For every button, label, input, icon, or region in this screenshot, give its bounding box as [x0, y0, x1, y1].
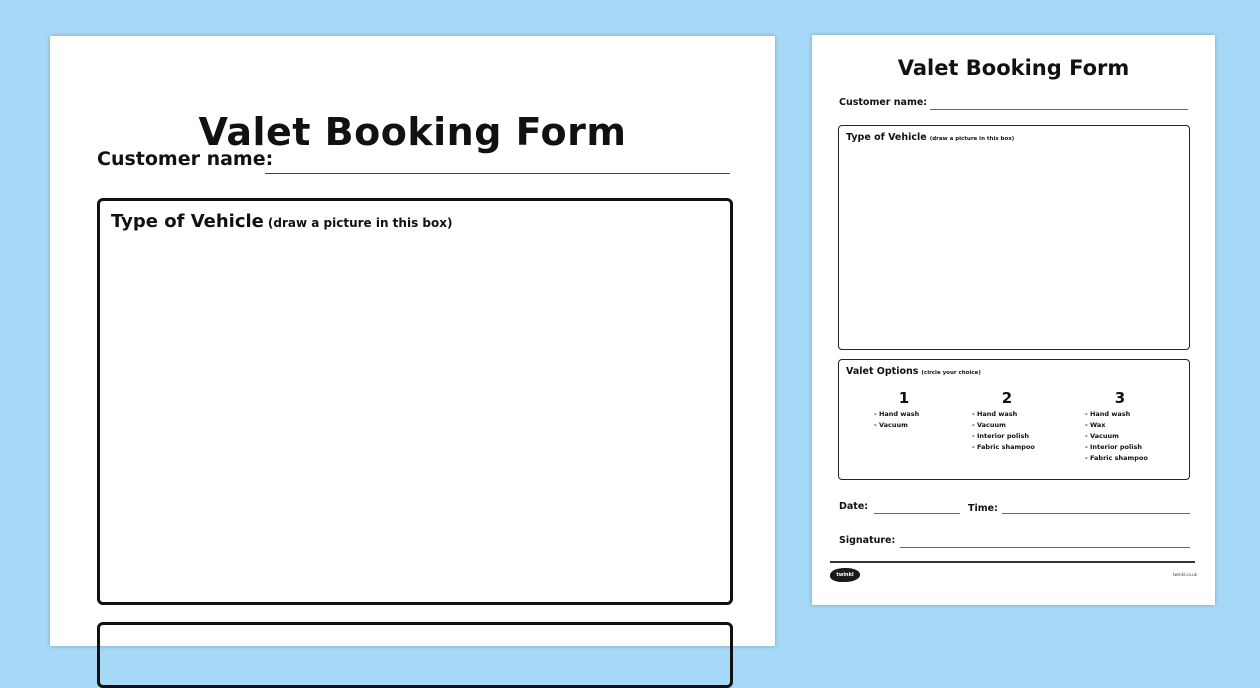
time-label: Time: — [968, 503, 998, 514]
option-item: - Vacuum — [1085, 431, 1165, 442]
date-label: Date: — [839, 501, 869, 512]
vehicle-box-heading — [111, 211, 452, 232]
vehicle-label-small: Type of Vehicle — [846, 132, 927, 143]
option-item: - Hand wash — [874, 409, 934, 420]
option-item: - Interior polish — [972, 431, 1052, 442]
form-page-zoomed — [50, 36, 775, 646]
valet-options-box-partial — [97, 622, 733, 688]
option-item: - Fabric shampoo — [1085, 453, 1165, 464]
valet-option-1[interactable] — [874, 390, 934, 431]
customer-name-label: Customer name: — [97, 148, 274, 170]
option-number: 2 — [1001, 389, 1013, 407]
option-number: 3 — [1114, 389, 1126, 407]
twinkl-logo: twinkl — [830, 568, 860, 582]
form-page-full — [812, 35, 1215, 605]
valet-options-label: Valet Options — [846, 366, 919, 377]
valet-options-hint: (circle your choice) — [921, 370, 981, 376]
vehicle-hint-small: (draw a picture in this box) — [929, 136, 1015, 142]
form-title-small: Valet Booking Form — [897, 56, 1130, 80]
option-item: - Hand wash — [972, 409, 1052, 420]
option-item: - Interior polish — [1085, 442, 1165, 453]
vehicle-hint: (draw a picture in this box) — [267, 216, 453, 230]
time-line — [1002, 513, 1190, 514]
option-item: - Fabric shampoo — [972, 442, 1052, 453]
signature-line — [900, 547, 1190, 548]
footer-rule — [830, 561, 1195, 563]
valet-option-2[interactable] — [972, 390, 1052, 453]
option-item: - Vacuum — [874, 420, 934, 431]
vehicle-box-heading-small — [846, 132, 1014, 143]
valet-options-box — [838, 359, 1190, 480]
valet-option-3[interactable] — [1085, 390, 1165, 464]
option-item: - Wax — [1085, 420, 1165, 431]
customer-name-line-small — [930, 109, 1188, 110]
customer-name-line — [265, 173, 730, 174]
option-item: - Hand wash — [1085, 409, 1165, 420]
vehicle-label: Type of Vehicle — [111, 211, 264, 232]
valet-options-heading — [846, 366, 981, 377]
vehicle-drawing-box-small — [838, 125, 1190, 350]
form-title: Valet Booking Form — [198, 110, 627, 154]
customer-name-label-small: Customer name: — [839, 97, 928, 108]
vehicle-drawing-box — [97, 198, 733, 605]
footer-url: twinkl.co.uk — [1173, 572, 1197, 577]
option-number: 1 — [898, 389, 910, 407]
signature-label: Signature: — [839, 535, 896, 546]
option-item: - Vacuum — [972, 420, 1052, 431]
date-line — [874, 513, 960, 514]
